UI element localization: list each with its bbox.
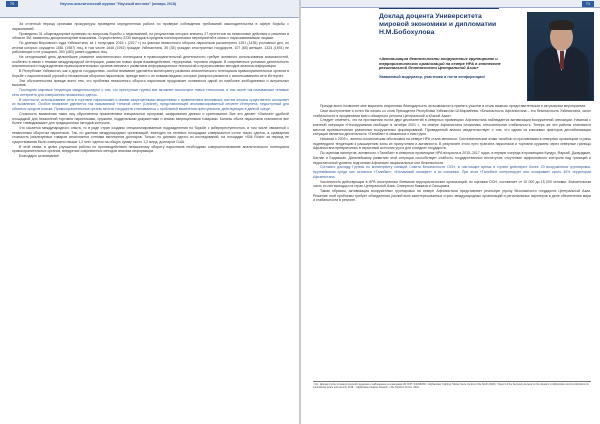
paragraph: Что касается международного опыта, то в ряде стран созданы специализированные подразделения по борьбе с киберпреступностью, в том числе связанной с незаконным оборотом наркотиков. Так, по данным международных организаций, ежегодно на теневых площадках совершаются сотни тысяч сделок, а суммарная стоимость реализуемых товаров исчисляется сотнями миллионов долларов. Только по данным одного из исследований, на площадке «Silk Road» за период ее существования было совершено свыше 1,2 млн. сделок на общую сумму около 1,2 млрд. долларов США. xyxy=(12,126,289,144)
left-page xyxy=(0,0,299,424)
page-number: 71 xyxy=(582,1,594,7)
greeting: Уважаемый модератор, участники и гости конференции! xyxy=(379,75,485,79)
paragraph: Проведены 31 общенадзорные проверки по вопросам борьбы с наркоманией, по результатам которых внесено 27 протестов на незаконные действия и решения в области ЗМ, выявлены дисциплинарные взыскания. Осуществлено 2230 выездов в среднем мониторинговых мероприятий в связи с наркозависимыми лицами. xyxy=(12,31,289,41)
paragraph: Таким образом, активизация вооруженных группировок на севере Афганистана представляет реальную угрозу безопасности государств Центральной Азии. Решение этой проблемы требует объединения усилий всех заинтересованных стран, международных организаций и региональных партнеров в деле обеспечения мира и стабильности в регионе. xyxy=(313,189,591,203)
paragraph: Начиная с 2009 г., военно-политическая обстановка на севере НРА стала меняться. Систематические атаки талибов по противникам в северных провинциях страны подтвердили тенденцию к расширению зоны их присутствия и активности. В результате этого пути транзита наркотиков и торговли оружием через северные границы Афганистана превратились в серьезный источник угроз для соседних государств. xyxy=(313,137,591,151)
right-body-text xyxy=(313,104,591,203)
paragraph: Численность действующих в НРА иностранных боевиков террористических организаций, по оценкам ООН, составляет от 10 000 до 15 000 человек. Значительная часть из них выходцы из стран Центральной Азии, Северного Кавказа и Синьцзяна. xyxy=(313,179,591,189)
paragraph: Следует отметить, что на протяжении почти двух десятилетий в северных провинциях Афганистана наблюдается активизация вооруженной оппозиции. Начиная с военной операции «Несокрушимая свобода» в октябре 2001 г., на севере Афганистана сложилась относительная стабильность. Теперь же эти районы становятся местом противостояния различных вооруженных формирований. Проведенный анализ свидетельствует о том, что одним из ключевых факторов дестабилизации ситуации является деятельность «Талибан» и связанных с ним групп. xyxy=(313,118,591,137)
paragraph: На сегодняшний день дальнейшее развитие аналитического потенциала в правоохранительной деятельности требует активного использования возможностей, особенно в связи с темами международной интеграции, развития новых форм взаимодействия, терроризма, торговли людьми. В современных условиях деятельность аналитического подразделения правоохранительных органов связана с развитием информационных технологий и прогрессивных методов анализа информации. xyxy=(12,55,289,69)
left-body-text xyxy=(12,22,289,159)
paragraph: Свое выступление я хотел бы начать со слов Президента Республики Узбекистан Ш.Мирзиёева: «Безопасность Афганистана – это безопасность Узбекистана, залог стабильности и процветания всего обширного региона Центральной и Южной Азии». xyxy=(313,108,591,118)
paragraph: В этой связи, в целях улучшения работы по противодействию незаконному обороту наркотиков необходимо совершенствование аналитического потенциала правоохранительных органов, внедрение современных методов анализа информации. xyxy=(12,144,289,154)
title-rule xyxy=(379,8,499,9)
paragraph: По оценкам экспертов, активность «Талибан» в северных провинциях НРА возросла в 2015–2017 годах, в первую очередь в провинциях Кундуз, Фарьяб, Джаузджан, Баглан и Бадахшан. Дальнейшему развитию этой ситуации способствует слабость государственных институтов, отсутствие эффективного контроля над границей и недостаточный уровень подготовки Афганских национальных сил безопасности. xyxy=(313,151,591,165)
paragraph: Прежде всего позвольте мне выразить искреннюю благодарность за возможность принять участие в столь важном, представительном и актуальном мероприятии. xyxy=(320,104,587,108)
paragraph: По данным Верховного суда Узбекистана, за 1 полугодие 2018 г. (2017 г.) по фактам незаконного оборота наркотиков рассмотрено 1251 (1435) уголовных дел, по итогам которых осуждено 1681 (1987) лиц, в том числе 1646 (1952) граждан Узбекистана, 35 (35) граждан иностранных государств, 107 (85) женщин, 1324 (1591) не работающих и не учащихся, 390 (483) ранее судимых лиц. xyxy=(12,41,289,55)
closing-line: Благодарю за внимание! xyxy=(19,154,60,159)
paragraph: Сложность выявления таких лиц обусловлена применением специальных программ, шифрования данных и криптовалют. Все это делает «Darknet» удобной площадкой для незаконной торговли наркотиками, оружием, поддельными документами и иными запрещенными товарами. Каналы сбыта наркотиков становятся все более «невидимыми» для традиционных методов контроля. xyxy=(12,111,289,126)
right-page xyxy=(301,0,600,424)
highlighted-paragraph: В частности, использование сети в торговле наркотиками и иными запрещенными веществами с применением анонимных систем оплаты существенно осложняет их выявление. Особое внимание уделяется так называемой «темной сети» (Darknet), представляющей анонимизированный сегмент Интернета, недоступный для обычных средств поиска. Правоохранительные органы многих государств сталкиваются с проблемой выявления преступников, действующих в данной среде. xyxy=(12,97,289,112)
highlighted-paragraph: Последние мировые тенденции свидетельствуют о том, что преступные группы все активнее используют новые технологии, в том числе так называемые теневые сети интернета для совершения незаконных сделок. xyxy=(12,88,289,97)
paragraph: Эти обстоятельства прежде всего тем, что проблема незаконного оборота наркотиков продолжает оставаться одной из наиболее злободневных и актуальных вызовов. xyxy=(12,78,289,88)
page-header xyxy=(301,0,600,8)
paragraph: За отчетный период органами прокуратуры проведена определенная работа по проверке соблюдения требований законодательства в сфере борьбы с наркоманией. xyxy=(12,22,289,31)
photo-hair xyxy=(549,20,574,30)
article-title: Доклад доцента Университета мировой экономики и дипломатии Н.М.Бобохулова xyxy=(379,13,497,37)
highlighted-paragraph: Согласно докладу Группы по мониторингу санкций Совета Безопасности ООН, в настоящее время в стране действуют более 20 вооруженных группировок. Крупнейшими среди них остаются «Талибан», «Исламский халифат» и их союзники. При этом «Талибан» контролирует или оспаривает около 40% территории Афганистана. xyxy=(313,165,591,179)
footnotes: ¹ См.: Доклад группы по аналитической поддержке и наблюдению за санкциями СБ ООН, S/2018/466. ² Afghanistan: Fighting, Taliban Seize Control of the North (2018). ³ Report of the Secretary-General on the situation in Afghanistan and its implications for international peace and security, 2018. ⁴ Afghanistan Analysts Network, «The Northern Front», 2018. xyxy=(313,383,590,390)
page-header xyxy=(0,0,299,18)
author-photo xyxy=(527,12,594,101)
article-subtitle: «Активизация деятельности вооруженных группировок и террористических организаций на севере НРА в контексте региональной безопасности Центральной Азии» xyxy=(379,56,501,71)
photo-tie xyxy=(560,51,564,69)
page-number: 70 xyxy=(6,1,18,7)
journal-title: Научно-аналитический журнал "Научный вестник" (январь 2018) xyxy=(60,2,177,6)
paragraph: В Республике Узбекистан, как и других государствах, особое внимание уделяется мониторингу развития аналитического потенциала правоохранительных органов в борьбе с наркотической угрозой и незаконным оборотом наркотиков, прежде всего с их новыми видами, которые распространяются с использованием сети Интернет. xyxy=(12,69,289,78)
